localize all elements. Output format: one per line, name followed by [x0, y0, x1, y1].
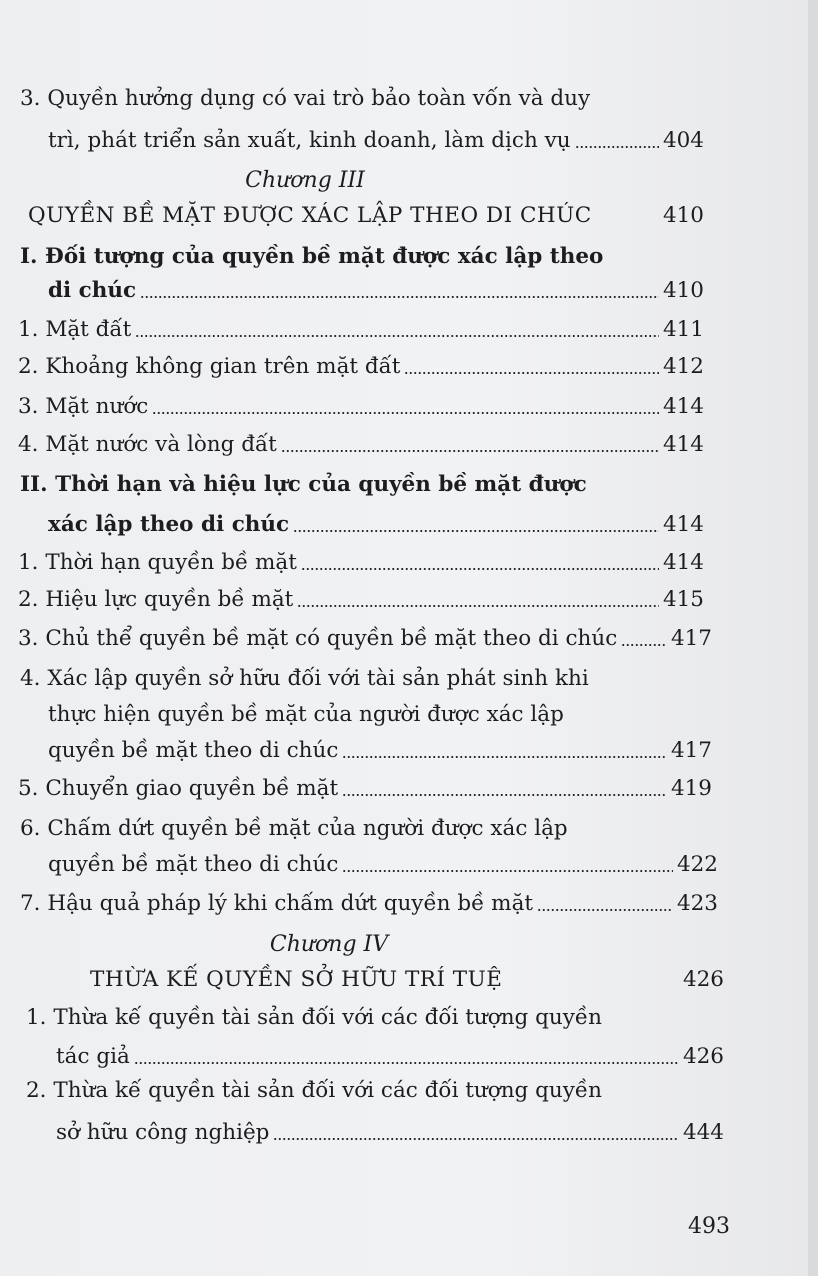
toc-page-number: 411: [662, 317, 704, 342]
chapter-title-text: THỪA KẾ QUYỀN SỞ HỮU TRÍ TUỆ: [90, 967, 503, 992]
toc-entry: [18, 622, 712, 652]
dot-leader: [297, 604, 659, 608]
toc-page-number: 419: [670, 776, 712, 801]
toc-entry: [18, 390, 704, 420]
toc-page-number: 417: [670, 738, 712, 763]
toc-entry-text: 2. Thừa kế quyền tài sản đối với các đối tượng quyền: [26, 1078, 602, 1103]
dot-leader: [301, 567, 659, 571]
dot-leader: [342, 793, 667, 797]
toc-entry-text: 5. Chuyển giao quyền bề mặt: [18, 776, 339, 801]
toc-entry: [48, 734, 712, 764]
toc-entry: [56, 1116, 724, 1146]
toc-entry-text: thực hiện quyền bề mặt của người được xác lập: [48, 702, 564, 727]
toc-page-number: 410: [662, 203, 704, 228]
toc-entry: [18, 772, 712, 802]
toc-entry-text: trì, phát triển sản xuất, kinh doanh, làm dịch vụ: [48, 128, 571, 153]
toc-entry-text: 3. Mặt nước: [18, 394, 149, 419]
toc-entry: [56, 1040, 724, 1070]
toc-entry-text: 3. Chủ thể quyền bề mặt có quyền bề mặt theo di chúc: [18, 626, 618, 651]
dot-leader: [342, 869, 673, 873]
chapter-title: [28, 198, 704, 228]
toc-entry-text: 1. Mặt đất: [18, 317, 132, 342]
section-heading: xác lập theo di chúc: [48, 512, 290, 537]
chapter-title: [90, 962, 724, 992]
toc-page-number: 423: [676, 891, 718, 916]
toc-entry-text: 6. Chấm dứt quyền bề mặt của người được xác lập: [20, 816, 568, 841]
dot-leader: [140, 295, 659, 299]
dot-leader: [537, 908, 673, 912]
toc-page-number: 414: [662, 512, 704, 537]
toc-entry-text: tác giả: [56, 1044, 130, 1069]
toc-entry: [48, 508, 704, 538]
dot-leader: [134, 1061, 679, 1065]
dot-leader: [293, 529, 659, 533]
toc-entry-text: 4. Xác lập quyền sở hữu đối với tài sản phát sinh khi: [20, 666, 589, 691]
dot-leader: [152, 411, 659, 415]
toc-entry: [20, 887, 718, 917]
toc-page-number: 410: [662, 278, 704, 303]
toc-entry: [48, 848, 718, 878]
toc-entry: [18, 546, 704, 576]
toc-entry-text: quyền bề mặt theo di chúc: [48, 738, 339, 763]
toc-entry: [18, 583, 704, 613]
dot-leader: [404, 371, 659, 375]
toc-entry-text: 2. Hiệu lực quyền bề mặt: [18, 587, 294, 612]
toc-entry: [18, 350, 704, 380]
toc-entry: [18, 428, 704, 458]
toc-entry: [48, 274, 704, 304]
toc-page-number: 414: [662, 394, 704, 419]
toc-page-number: 412: [662, 354, 704, 379]
toc-entry-text: 3. Quyền hưởng dụng có vai trò bảo toàn vốn và duy: [20, 86, 591, 111]
toc-entry-text: 4. Mặt nước và lòng đất: [18, 432, 277, 457]
toc-page-number: 422: [676, 852, 718, 877]
toc-page-number: 426: [682, 967, 724, 992]
toc-entry: [18, 313, 704, 343]
chapter-label: Chương IV: [269, 932, 389, 957]
page-edge: [808, 0, 818, 1276]
dot-leader: [281, 449, 659, 453]
toc-page-number: 415: [662, 587, 704, 612]
dot-leader: [342, 755, 667, 759]
toc-entry-text: 1. Thừa kế quyền tài sản đối với các đối tượng quyền: [26, 1005, 602, 1030]
section-heading: di chúc: [48, 278, 137, 303]
chapter-title-text: QUYỀN BỀ MẶT ĐƯỢC XÁC LẬP THEO DI CHÚC: [28, 203, 592, 228]
toc-page-number: 444: [682, 1120, 724, 1145]
dot-leader: [621, 643, 667, 647]
toc-page-number: 414: [662, 432, 704, 457]
section-heading: I. Đối tượng của quyền bề mặt được xác lập theo: [20, 244, 604, 269]
toc-entry-text: 1. Thời hạn quyền bề mặt: [18, 550, 297, 575]
dot-leader: [273, 1137, 679, 1141]
dot-leader: [575, 145, 659, 149]
toc-entry: [48, 124, 704, 154]
toc-entry-text: 7. Hậu quả pháp lý khi chấm dứt quyền bề mặt: [20, 891, 534, 916]
dot-leader: [135, 334, 659, 338]
toc-entry-text: sở hữu công nghiệp: [56, 1120, 270, 1145]
section-heading: II. Thời hạn và hiệu lực của quyền bề mặt được: [20, 472, 587, 497]
toc-page-number: 426: [682, 1044, 724, 1069]
page-number: 493: [688, 1214, 730, 1239]
toc-entry-text: 2. Khoảng không gian trên mặt đất: [18, 354, 401, 379]
chapter-label: Chương III: [245, 168, 365, 193]
toc-page-number: 417: [670, 626, 712, 651]
toc-page-number: 404: [662, 128, 704, 153]
toc-entry-text: quyền bề mặt theo di chúc: [48, 852, 339, 877]
toc-page-number: 414: [662, 550, 704, 575]
